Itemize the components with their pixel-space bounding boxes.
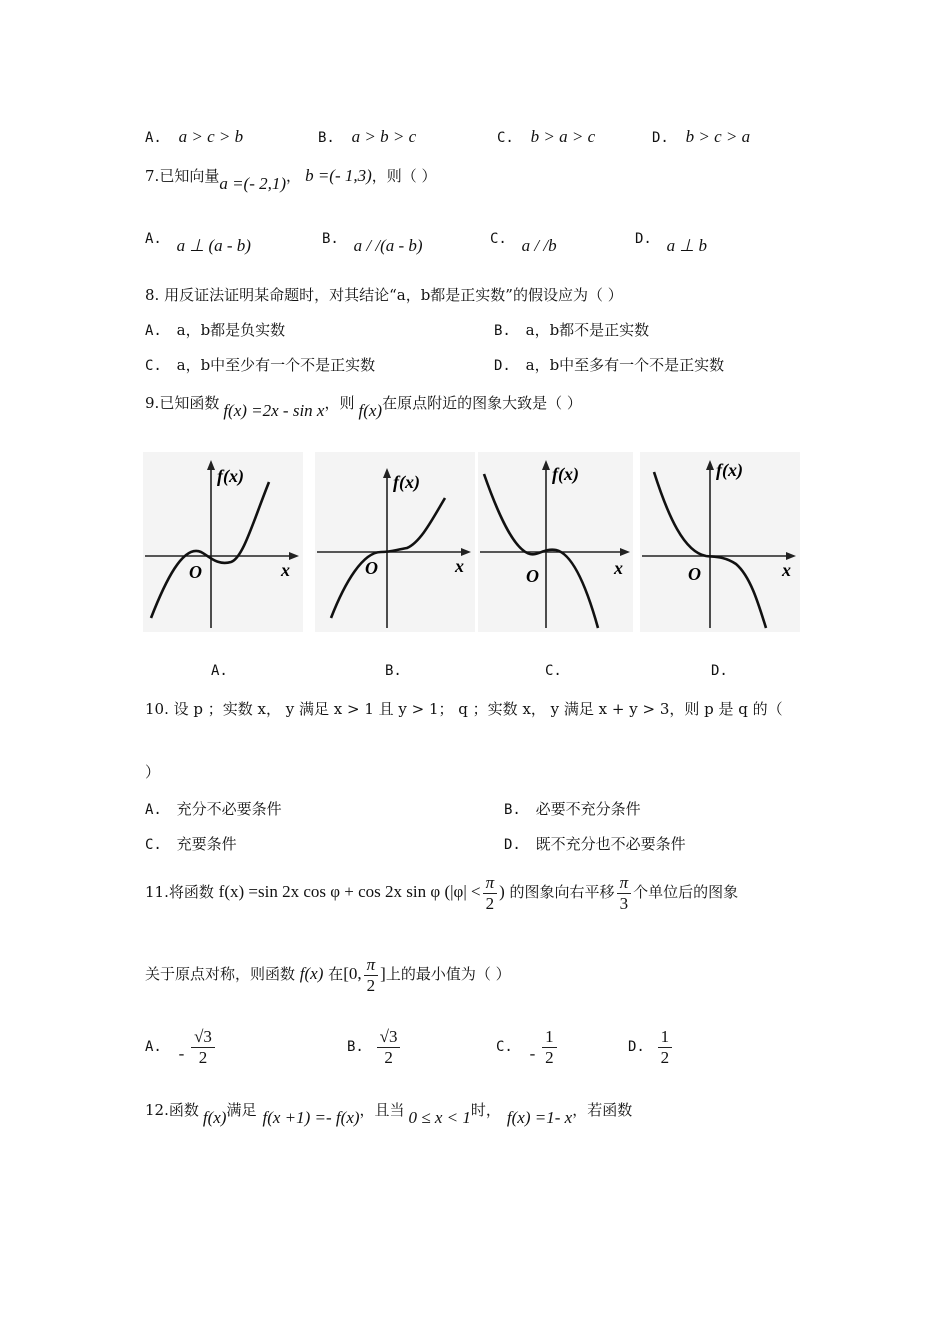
option-label: A. xyxy=(145,1039,162,1055)
option-label: C. xyxy=(145,358,162,374)
q11-prefix: 将函数 xyxy=(168,883,214,901)
q9-number: 9. xyxy=(145,394,160,412)
q12-cond: 0 ≤ x < 1 xyxy=(408,1108,471,1127)
q11-line2-prefix: 关于原点对称，则函数 xyxy=(145,965,296,983)
q9-graph-d xyxy=(640,452,800,632)
q9-graph-a xyxy=(143,452,303,632)
q9-graph-b xyxy=(315,452,475,632)
q11-two: 2 xyxy=(366,975,376,995)
q7-option-c xyxy=(490,228,557,255)
q11-close-paren: ) xyxy=(499,882,505,901)
q8-option-c xyxy=(145,355,375,376)
q8-option-d xyxy=(494,355,724,376)
option-text: a / /(a - b) xyxy=(353,236,423,255)
option-text: b > c > a xyxy=(685,127,751,146)
option-label: A. xyxy=(145,802,162,818)
option-label: B. xyxy=(322,231,339,247)
q7-vector-a: a =(- 2,1) xyxy=(219,174,287,193)
q9-label-b: B. xyxy=(385,663,402,679)
q11-two: 2 xyxy=(485,893,495,913)
q9-stem xyxy=(145,393,582,420)
q11-line2-suffix: 上的最小值为（ ） xyxy=(385,965,511,983)
origin-label: O xyxy=(365,558,378,578)
q11-number: 11. xyxy=(145,883,169,901)
q12-eq2: f(x) =1- x xyxy=(506,1108,573,1127)
q7-stem xyxy=(145,166,437,193)
option-denominator: 2 xyxy=(198,1047,208,1067)
q7-vector-b: b =(- 1,3) xyxy=(305,166,372,185)
q12-t3: 时， xyxy=(470,1101,501,1119)
option-label: D. xyxy=(652,130,669,146)
q7-suffix: ，则（ ） xyxy=(371,167,437,185)
q12-stem xyxy=(145,1100,633,1127)
q11-pi: π xyxy=(617,873,632,894)
x-axis-label: x xyxy=(455,556,464,576)
option-numerator: 1 xyxy=(542,1027,557,1048)
q12-t4: ，若函数 xyxy=(572,1101,633,1119)
option-fraction xyxy=(658,1027,673,1068)
q6-option-c xyxy=(497,127,595,148)
option-fraction xyxy=(542,1027,557,1068)
option-numerator: √3 xyxy=(377,1027,401,1048)
origin-label: O xyxy=(688,564,701,584)
q9-function: f(x) =2x - sin x xyxy=(223,401,325,420)
q9-label-c: C. xyxy=(545,663,562,679)
option-text: a / /b xyxy=(521,236,557,255)
q8-option-a xyxy=(145,320,285,341)
q11-mid: 的图象向右平移 xyxy=(509,883,615,901)
q7-option-d xyxy=(635,228,707,255)
q12-number: 12. xyxy=(145,1101,169,1119)
option-numerator: 1 xyxy=(658,1027,673,1048)
q7-comma: ， xyxy=(286,167,302,185)
q6-option-d xyxy=(652,127,750,148)
option-text: b > a > c xyxy=(530,127,596,146)
y-axis-label: f(x) xyxy=(716,460,743,480)
option-text: a，b中至多有一个不是正实数 xyxy=(525,356,725,374)
x-axis-label: x xyxy=(614,558,623,578)
y-axis-label: f(x) xyxy=(552,464,579,484)
option-sign: - xyxy=(529,1044,536,1063)
option-label: A. xyxy=(145,130,162,146)
option-text: 既不充分也不必要条件 xyxy=(535,835,686,853)
option-fraction xyxy=(191,1027,215,1068)
q12-t1: 满足 xyxy=(226,1101,257,1119)
q12-eq1: f(x +1) =- f(x) xyxy=(262,1108,360,1127)
q11-line2-interval: [0, xyxy=(343,964,362,983)
q10-option-c xyxy=(145,834,237,855)
q12-fx: f(x) xyxy=(202,1108,227,1127)
option-text: a，b都不是正实数 xyxy=(525,321,650,339)
q9-fx: f(x) xyxy=(358,401,383,420)
option-denominator: 2 xyxy=(384,1047,393,1067)
q9-mid: ，则 xyxy=(324,394,355,412)
q12-t2: ，且当 xyxy=(359,1101,405,1119)
q11-option-c xyxy=(496,1024,559,1069)
q11-suffix: 个单位后的图象 xyxy=(633,883,739,901)
option-label: C. xyxy=(145,837,162,853)
option-text: a > c > b xyxy=(178,127,244,146)
q9-label-a: A. xyxy=(211,663,228,679)
option-label: D. xyxy=(504,837,521,853)
y-axis-label: f(x) xyxy=(217,466,244,486)
q7-option-a xyxy=(145,228,251,255)
x-axis-label: x xyxy=(281,560,290,580)
q11-fraction-pi-3 xyxy=(617,873,632,914)
q10-option-a xyxy=(145,799,282,820)
option-numerator: √3 xyxy=(191,1027,215,1048)
q11-line2-fraction xyxy=(364,955,379,996)
q6-option-b xyxy=(318,127,416,148)
q11-fraction-pi-2 xyxy=(483,873,498,914)
q11-option-d xyxy=(628,1024,674,1069)
option-text: a ⊥ (a - b) xyxy=(176,236,251,255)
option-text: 充分不必要条件 xyxy=(176,800,282,818)
q6-option-a xyxy=(145,127,243,148)
q11-line2-in: 在 xyxy=(328,965,344,983)
q11-pi: π xyxy=(364,955,379,976)
x-axis-label: x xyxy=(782,560,791,580)
option-label: C. xyxy=(490,231,507,247)
q10-stem: 10. 设 p ；实数 x， y 满足 x > 1 且 y > 1； q ；实数 x， y 满足 x + y > 3，则 p 是 q 的（ xyxy=(145,700,783,718)
option-text: a，b都是负实数 xyxy=(176,321,286,339)
option-label: B. xyxy=(347,1039,364,1055)
option-label: B. xyxy=(318,130,335,146)
q10-option-b xyxy=(504,799,641,820)
option-text: 充要条件 xyxy=(176,835,237,853)
option-sign: - xyxy=(178,1044,185,1063)
q11-stem-line2 xyxy=(145,952,511,996)
option-label: D. xyxy=(628,1039,645,1055)
q9-suffix: 在原点附近的图象大致是（ ） xyxy=(382,394,582,412)
q11-line2-fx: f(x) xyxy=(299,964,324,983)
q11-option-b xyxy=(347,1024,402,1069)
q8-stem: 8. 用反证法证明某命题时，对其结论“a，b都是正实数”的假设应为（ ） xyxy=(145,286,623,304)
q11-line2-close: ] xyxy=(380,964,386,983)
q9-prefix: 已知函数 xyxy=(159,394,220,412)
option-text: a > b > c xyxy=(351,127,417,146)
q7-number: 7. xyxy=(145,167,160,185)
q9-graph-c xyxy=(478,452,633,632)
option-denominator: 2 xyxy=(660,1047,670,1067)
q10-stem-close: ） xyxy=(145,763,161,781)
origin-label: O xyxy=(189,562,202,582)
option-text: a ⊥ b xyxy=(666,236,707,255)
origin-label: O xyxy=(526,566,539,586)
q11-pi: π xyxy=(483,873,498,894)
q7-prefix: 已知向量 xyxy=(159,167,220,185)
q9-label-d: D. xyxy=(711,663,728,679)
option-label: A. xyxy=(145,323,162,339)
q11-function: f(x) =sin 2x cos φ + cos 2x sin φ (|φ| < xyxy=(218,882,481,901)
q7-option-b xyxy=(322,228,423,255)
option-denominator: 2 xyxy=(545,1047,554,1067)
q11-three: 3 xyxy=(619,893,629,913)
option-label: D. xyxy=(635,231,652,247)
y-axis-label: f(x) xyxy=(393,472,420,492)
option-text: 必要不充分条件 xyxy=(535,800,641,818)
option-label: B. xyxy=(504,802,521,818)
option-fraction xyxy=(377,1027,401,1068)
option-label: D. xyxy=(494,358,511,374)
option-label: C. xyxy=(497,130,514,146)
option-text: a，b中至少有一个不是正实数 xyxy=(176,356,376,374)
q12-prefix: 函数 xyxy=(168,1101,199,1119)
option-label: B. xyxy=(494,323,511,339)
option-label: C. xyxy=(496,1039,513,1055)
q10-option-d xyxy=(504,834,686,855)
q11-option-a xyxy=(145,1024,217,1069)
q8-option-b xyxy=(494,320,649,341)
option-label: A. xyxy=(145,231,162,247)
q11-stem xyxy=(145,870,738,914)
